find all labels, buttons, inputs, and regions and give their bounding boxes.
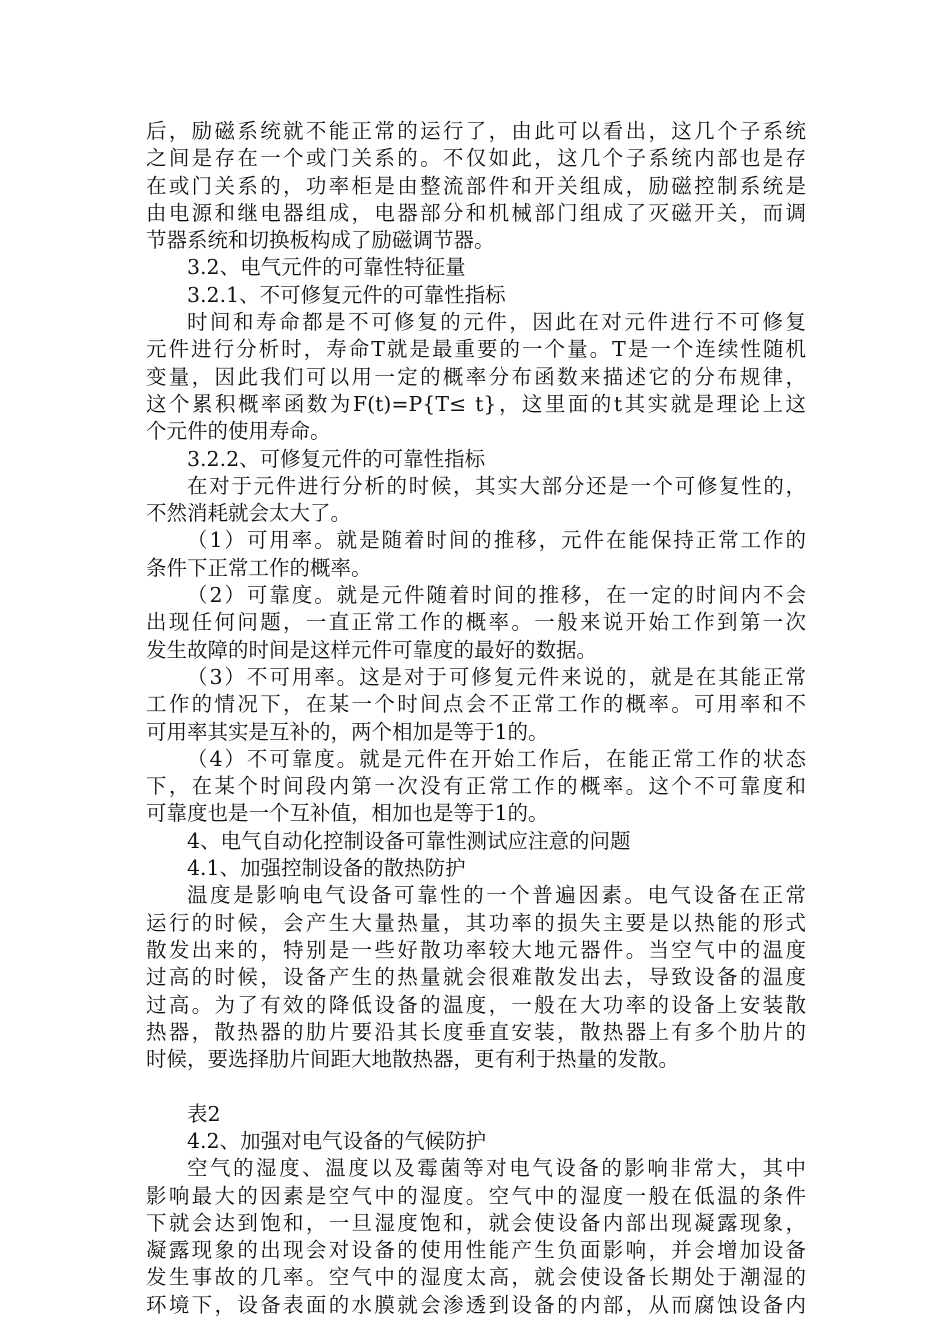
paragraph-reliability [146, 582, 806, 664]
text-line: 热器，散热器的肋片要沿其长度垂直安装，散热器上有多个肋片的 [146, 1019, 806, 1044]
text-line: 发生故障的时间是这样元件可靠度的最好的数据。 [146, 637, 597, 662]
section-heading-4-2: 4.2、加强对电气设备的气候防护 [187, 1128, 487, 1153]
text-line: 在对于元件进行分析的时候，其实大部分还是一个可修复性的， [187, 473, 806, 498]
document-body [146, 118, 806, 1319]
text-line: 由电源和继电器组成，电器部分和机械部门组成了灭磁开关，而调 [146, 200, 806, 225]
text-line: 变量，因此我们可以用一定的概率分布函数来描述它的分布规律， [146, 364, 806, 389]
text-line: 在或门关系的，功率柜是由整流部件和开关组成，励磁控制系统是 [146, 173, 806, 198]
paragraph-unavailability [146, 664, 806, 746]
text-line: 运行的时候，会产生大量热量，其功率的损失主要是以热能的形式 [146, 910, 806, 935]
text-line: （3）不可用率。这是对于可修复元件来说的，就是在其能正常 [187, 664, 806, 689]
paragraph-availability [146, 527, 806, 582]
text-line: 元件进行分析时，寿命T就是最重要的一个量。T是一个连续性随机 [146, 337, 806, 362]
paragraph-intro [146, 118, 806, 254]
text-line: （2）可靠度。就是元件随着时间的推移，在一定的时间内不会 [187, 583, 806, 608]
text-line: 个元件的使用寿命。 [146, 419, 331, 444]
text-line: 凝露现象的出现会对设备的使用性能产生负面影响，并会增加设备 [146, 1238, 806, 1263]
paragraph-non-repairable [146, 309, 806, 445]
text-line: 出现任何问题，一直正常工作的概率。一般来说开始工作到第一次 [146, 610, 806, 635]
text-line: 散发出来的，特别是一些好散功率较大地元器件。当空气中的温度 [146, 937, 806, 962]
text-line: 时间和寿命都是不可修复的元件，因此在对元件进行不可修复 [187, 310, 806, 335]
text-line: （4）不可靠度。就是元件在开始工作后，在能正常工作的状态 [187, 746, 806, 771]
text-line: 环境下，设备表面的水膜就会渗透到设备的内部，从而腐蚀设备内 [146, 1292, 806, 1317]
text-line: 后，励磁系统就不能正常的运行了，由此可以看出，这几个子系统 [146, 119, 806, 143]
text-line: 工作的情况下，在某一个时间点会不正常工作的概率。可用率和不 [146, 692, 806, 717]
paragraph-repairable-intro [146, 473, 806, 528]
table-caption: 表2 [187, 1101, 221, 1126]
section-heading-4-1: 4.1、加强控制设备的散热防护 [187, 856, 466, 881]
section-heading-3-2-1: 3.2.1、不可修复元件的可靠性指标 [187, 282, 506, 307]
paragraph-climate-protection [146, 1155, 806, 1319]
text-line: 条件下正常工作的概率。 [146, 555, 372, 580]
text-line: 下就会达到饱和，一旦湿度饱和，就会使设备内部出现凝露现象， [146, 1210, 806, 1235]
text-line: 这个累积概率函数为F(t)=P{T≤ t}，这里面的t其实就是理论上这 [146, 391, 806, 416]
text-line: 之间是存在一个或门关系的。不仅如此，这几个子系统内部也是存 [146, 146, 806, 171]
text-line: 可靠度也是一个互补值，相加也是等于1的。 [146, 801, 549, 826]
blank-line [146, 1073, 806, 1100]
text-line: 发生事故的几率。空气中的湿度太高，就会使设备长期处于潮湿的 [146, 1265, 806, 1290]
text-line: 过高的时候，设备产生的热量就会很难散发出去，导致设备的温度 [146, 965, 806, 990]
text-line: （1）可用率。就是随着时间的推移，元件在能保持正常工作的 [187, 528, 806, 553]
text-line: 影响最大的因素是空气中的湿度。空气中的湿度一般在低温的条件 [146, 1183, 806, 1208]
section-heading-3-2-2: 3.2.2、可修复元件的可靠性指标 [187, 446, 486, 471]
text-line: 过高。为了有效的降低设备的温度，一般在大功率的设备上安装散 [146, 992, 806, 1017]
paragraph-heat-dissipation [146, 882, 806, 1073]
paragraph-unreliability [146, 746, 806, 828]
text-line: 空气的湿度、温度以及霉菌等对电气设备的影响非常大，其中 [187, 1156, 806, 1181]
text-line: 节器系统和切换板构成了励磁调节器。 [146, 228, 495, 253]
text-line: 不然消耗就会太大了。 [146, 501, 351, 526]
text-line: 温度是影响电气设备可靠性的一个普遍因素。电气设备在正常 [187, 883, 806, 908]
section-heading-4: 4、电气自动化控制设备可靠性测试应注意的问题 [187, 828, 631, 853]
text-line: 下，在某个时间段内第一次没有正常工作的概率。这个不可靠度和 [146, 774, 806, 799]
section-heading-3-2: 3.2、电气元件的可靠性特征量 [187, 255, 466, 280]
text-line: 可用率其实是互补的，两个相加是等于1的。 [146, 719, 549, 744]
text-line: 时候，要选择肋片间距大地散热器，更有利于热量的发散。 [146, 1047, 679, 1072]
